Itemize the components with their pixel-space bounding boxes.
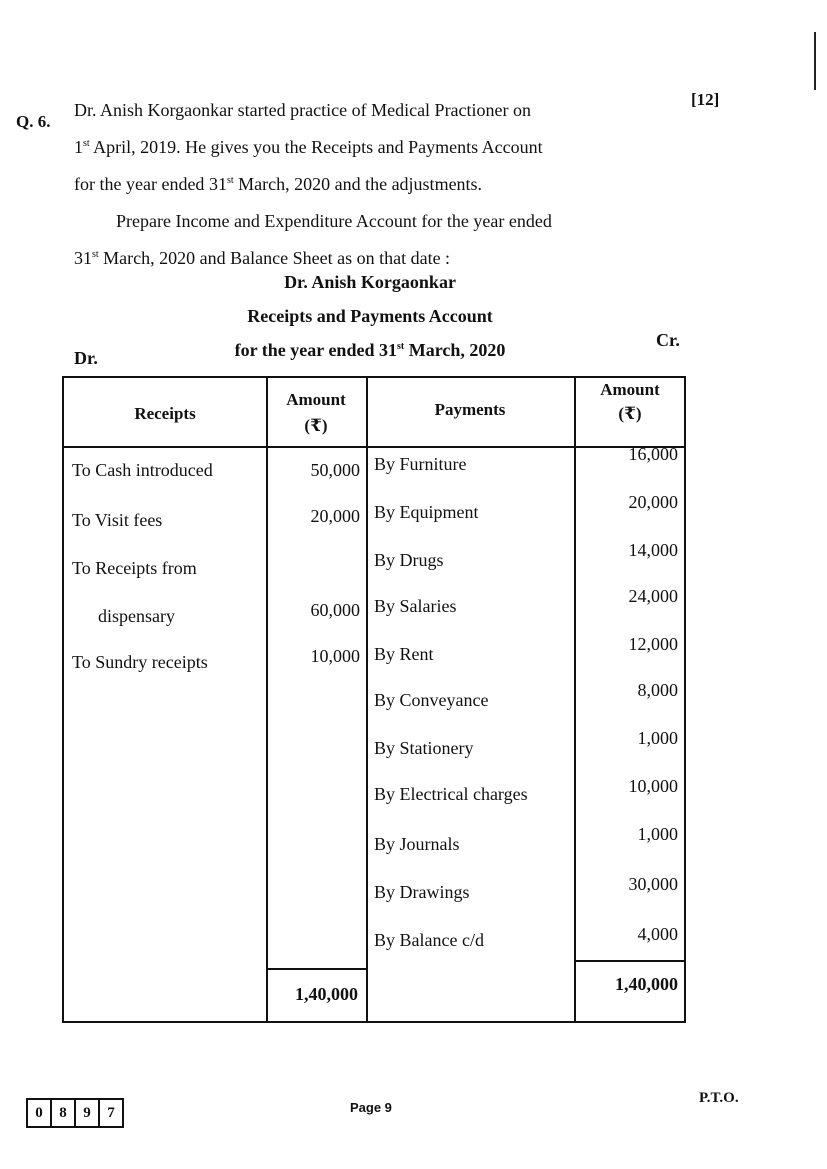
payment-label: By Conveyance [374,690,489,710]
receipt-amount: 10,000 [310,646,360,666]
account-title: Receipts and Payments Account [247,306,493,326]
receipt-label: To Cash introduced [72,460,213,480]
account-holder-name: Dr. Anish Korgaonkar [284,272,456,292]
code-digit: 7 [107,1105,115,1121]
question-text [74,92,654,277]
question-number: Q. 6. [16,112,51,131]
header-amount-label: Amount [286,390,346,409]
receipt-amount: 60,000 [310,600,360,620]
page-edge-mark [814,32,816,90]
payment-amount: 20,000 [628,492,678,512]
code-digit: 9 [76,1100,100,1126]
payment-label: By Furniture [374,454,467,474]
payment-amount: 12,000 [628,634,678,654]
column-divider [366,378,368,1021]
payment-amount: 30,000 [628,874,678,894]
receipt-amount: 20,000 [310,506,360,526]
payment-label: By Salaries [374,596,457,616]
header-amount-label: Amount [600,380,660,399]
payments-total: 1,40,000 [615,974,678,994]
question-line-4: Prepare Income and Expenditure Account for the year ended [116,211,552,231]
payment-label: By Equipment [374,502,479,522]
receipt-label: To Visit fees [72,510,163,530]
payment-amount: 14,000 [628,540,678,560]
receipt-amount: 50,000 [310,460,360,480]
code-digit: 8 [52,1100,76,1126]
question-line-1: Dr. Anish Korgaonkar started practice of Medical Practioner on [74,100,532,120]
receipts-total-rule [266,968,366,970]
receipts-total: 1,40,000 [295,984,358,1004]
receipt-label: To Receipts from [72,558,197,578]
question-marks: [12] [691,90,720,109]
header-amount-payments [574,380,686,424]
page-number: Page 9 [350,1100,392,1115]
receipts-payments-table [62,376,686,1023]
payment-amount: 4,000 [637,924,678,944]
payment-amount: 1,000 [637,728,678,748]
payment-amount: 16,000 [628,444,678,464]
pto-label: P.T.O. [699,1090,739,1106]
header-payments: Payments [434,400,506,419]
paper-code-box [26,1098,124,1128]
debit-label: Dr. [74,348,98,368]
payment-amount: 8,000 [637,680,678,700]
account-period: for the year ended 31st March, 2020 [234,340,506,360]
payment-label: By Drawings [374,882,470,902]
payment-amount: 24,000 [628,586,678,606]
payment-label: By Balance c/d [374,930,484,950]
payment-label: By Drugs [374,550,444,570]
header-amount-receipts [266,390,366,436]
receipt-label: dispensary [98,606,175,626]
receipt-label: To Sundry receipts [72,652,208,672]
payment-label: By Rent [374,644,434,664]
payments-total-rule [574,960,684,962]
payment-label: By Stationery [374,738,474,758]
question-line-5: 31st March, 2020 and Balance Sheet as on that date : [74,248,451,268]
header-receipts: Receipts [134,404,196,423]
header-currency-label: (₹) [618,404,642,423]
payment-amount: 1,000 [637,824,678,844]
credit-label: Cr. [656,330,680,350]
code-digit: 0 [28,1100,52,1126]
header-currency-label: (₹) [304,416,328,435]
payment-label: By Journals [374,834,460,854]
question-line-3: for the year ended 31st March, 2020 and the adjustments. [74,174,483,194]
question-line-2: 1st April, 2019. He gives you the Receipts and Payments Account [74,137,543,157]
payment-label: By Electrical charges [374,784,528,804]
payment-amount: 10,000 [628,776,678,796]
